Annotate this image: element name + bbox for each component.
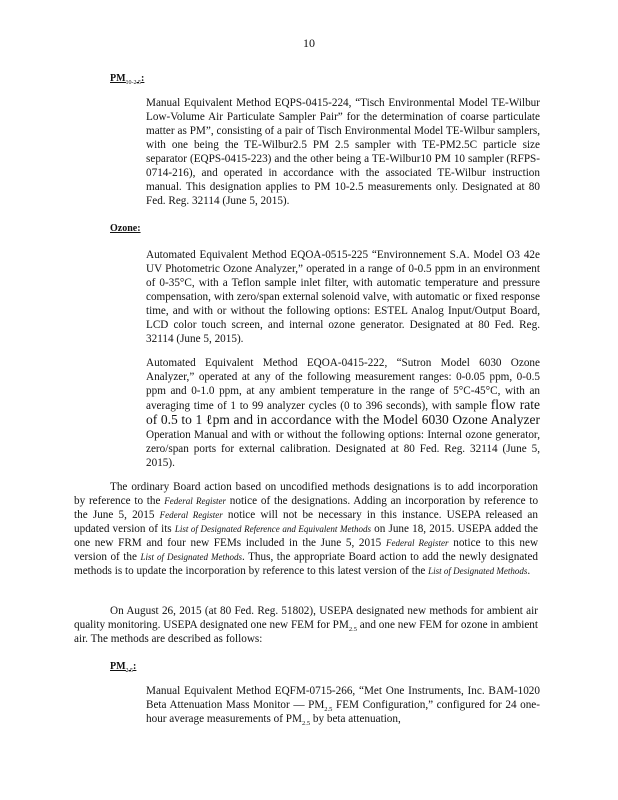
text-run: On August 26, 2015 (at 80 Fed. Reg. 51802), USEPA designated new methods for ambient air quality monitoring. USEPA designated one new FEM for PM xyxy=(74,605,538,631)
text-run: and one new FEM for ozone in ambient air. The methods are described as follows: xyxy=(74,619,538,645)
federal-register-ref: Federal Register xyxy=(164,496,226,506)
paragraph-august-designation xyxy=(74,604,538,646)
text-run: Manual Equivalent Method EQFM-0715-266, “Met One Instruments, Inc. BAM-1020 Beta Attenuation Mass Monitor — PM xyxy=(146,685,540,711)
paragraph-environnement-method: Automated Equivalent Method EQOA-0515-225 “Environnement S.A. Model O3 42e UV Photometric Ozone Analyzer,” operated in a range of 0-0.5 ppm in an environment of 0-35°C, with a Teflon sample inlet filter, with automatic temperature and pressure compensation, with zero/span external solenoid valve, with automatic or fixed response time, and with or without the following options: ESTEL Analog Input/Output Board, LCD color touch screen, and internal ozone generator. Designated at 80 Fed. Reg. 32114 (June 5, 2015). xyxy=(146,249,540,345)
paragraph-text: Automated Equivalent Method EQOA-0415-222, “Sutron Model 6030 Ozone Analyzer,” operated at any of the following measurement ranges: 0-0.05 ppm, 0-0.5 ppm and 0-1.0 ppm, at any ambient temperature in the range of 5°C-45°C, with an averaging time of 1 to 99 analyzer cycles (0 to 396 seconds), with sample xyxy=(146,357,540,412)
text-run: FEM Configuration,” configured for 24 one-hour average measurements of PM xyxy=(146,699,540,725)
heading-pm2.5 xyxy=(110,660,136,674)
page-number: 10 xyxy=(303,36,315,50)
paragraph-sutron-method xyxy=(146,356,540,470)
paragraph-text-large: flow rate of 0.5 to 1 ℓpm and in accordance with the Model 6030 Ozone Analyzer xyxy=(146,397,541,427)
list-title-ref: List of Designated Methods xyxy=(428,566,528,576)
federal-register-ref: Federal Register xyxy=(385,538,449,548)
text-run: notice will not be necessary in this instance. USEPA released an updated version of its xyxy=(74,509,538,535)
list-title-ref: List of Designated Methods xyxy=(140,552,242,562)
text-run: notice of the designations. Adding an incorporation by reference to the June 5, 2015 xyxy=(74,495,539,521)
heading-pm10-2.5 xyxy=(110,72,144,86)
heading-subscript: 10-2.5 xyxy=(125,80,142,86)
text-run: . Thus, the appropriate Board action to add the newly designated methods is to update the incorporation by reference to this latest version of the xyxy=(74,551,539,577)
heading-colon: : xyxy=(141,73,145,84)
text-run: . xyxy=(527,565,531,577)
heading-text: PM xyxy=(110,661,126,672)
text-run: on June 18, 2015. USEPA added the one new FRM and four new FEMs included in the June 5, 2015 xyxy=(74,523,538,549)
text-run: The ordinary Board action based on uncodified methods designations is to add incorporation by reference to the xyxy=(74,481,538,507)
paragraph-met-one-method xyxy=(146,684,540,726)
subscript: 2.5 xyxy=(348,626,357,634)
subscript: 2.5 xyxy=(301,720,311,728)
paragraph-text: Operation Manual and with or without the following options: Internal ozone generator, zero/span ports for external calibration. Designated at 80 Fed. Reg. 32114 (June 5, 2015). xyxy=(146,429,540,469)
list-title-ref: List of Designated Reference and Equivalent Methods xyxy=(174,524,371,534)
heading-ozone: Ozone: xyxy=(110,223,141,234)
text-run: notice to this new version of the xyxy=(74,537,539,563)
federal-register-ref: Federal Register xyxy=(159,510,223,520)
subscript: 2.5 xyxy=(324,706,333,714)
text-run: by beta attenuation, xyxy=(312,713,401,725)
paragraph-board-action xyxy=(74,480,538,578)
paragraph-tisch-method: Manual Equivalent Method EQPS-0415-224, “Tisch Environmental Model TE-Wilbur Low-Volume Air Particulate Sampler Pair” for the determination of coarse particulate matter as PM”, consisting of a pair of Tisch Environmental Model TE-Wilbur samplers, with one being the TE-Wilbur2.5 PM 2.5 sampler with TE-PM2.5C particle size separator (EQPS-0415-223) and the other being a TE-Wilbur10 PM 10 sampler (RFPS-0714-216), and operated in accordance with the associated TE-Wilbur instruction manual. This designation applies to PM 10-2.5 measurements only. Designated at 80 Fed. Reg. 32114 (June 5, 2015). xyxy=(146,97,540,207)
heading-text: PM xyxy=(110,73,126,84)
heading-colon: : xyxy=(133,661,137,672)
heading-subscript: 2.5 xyxy=(125,668,134,674)
